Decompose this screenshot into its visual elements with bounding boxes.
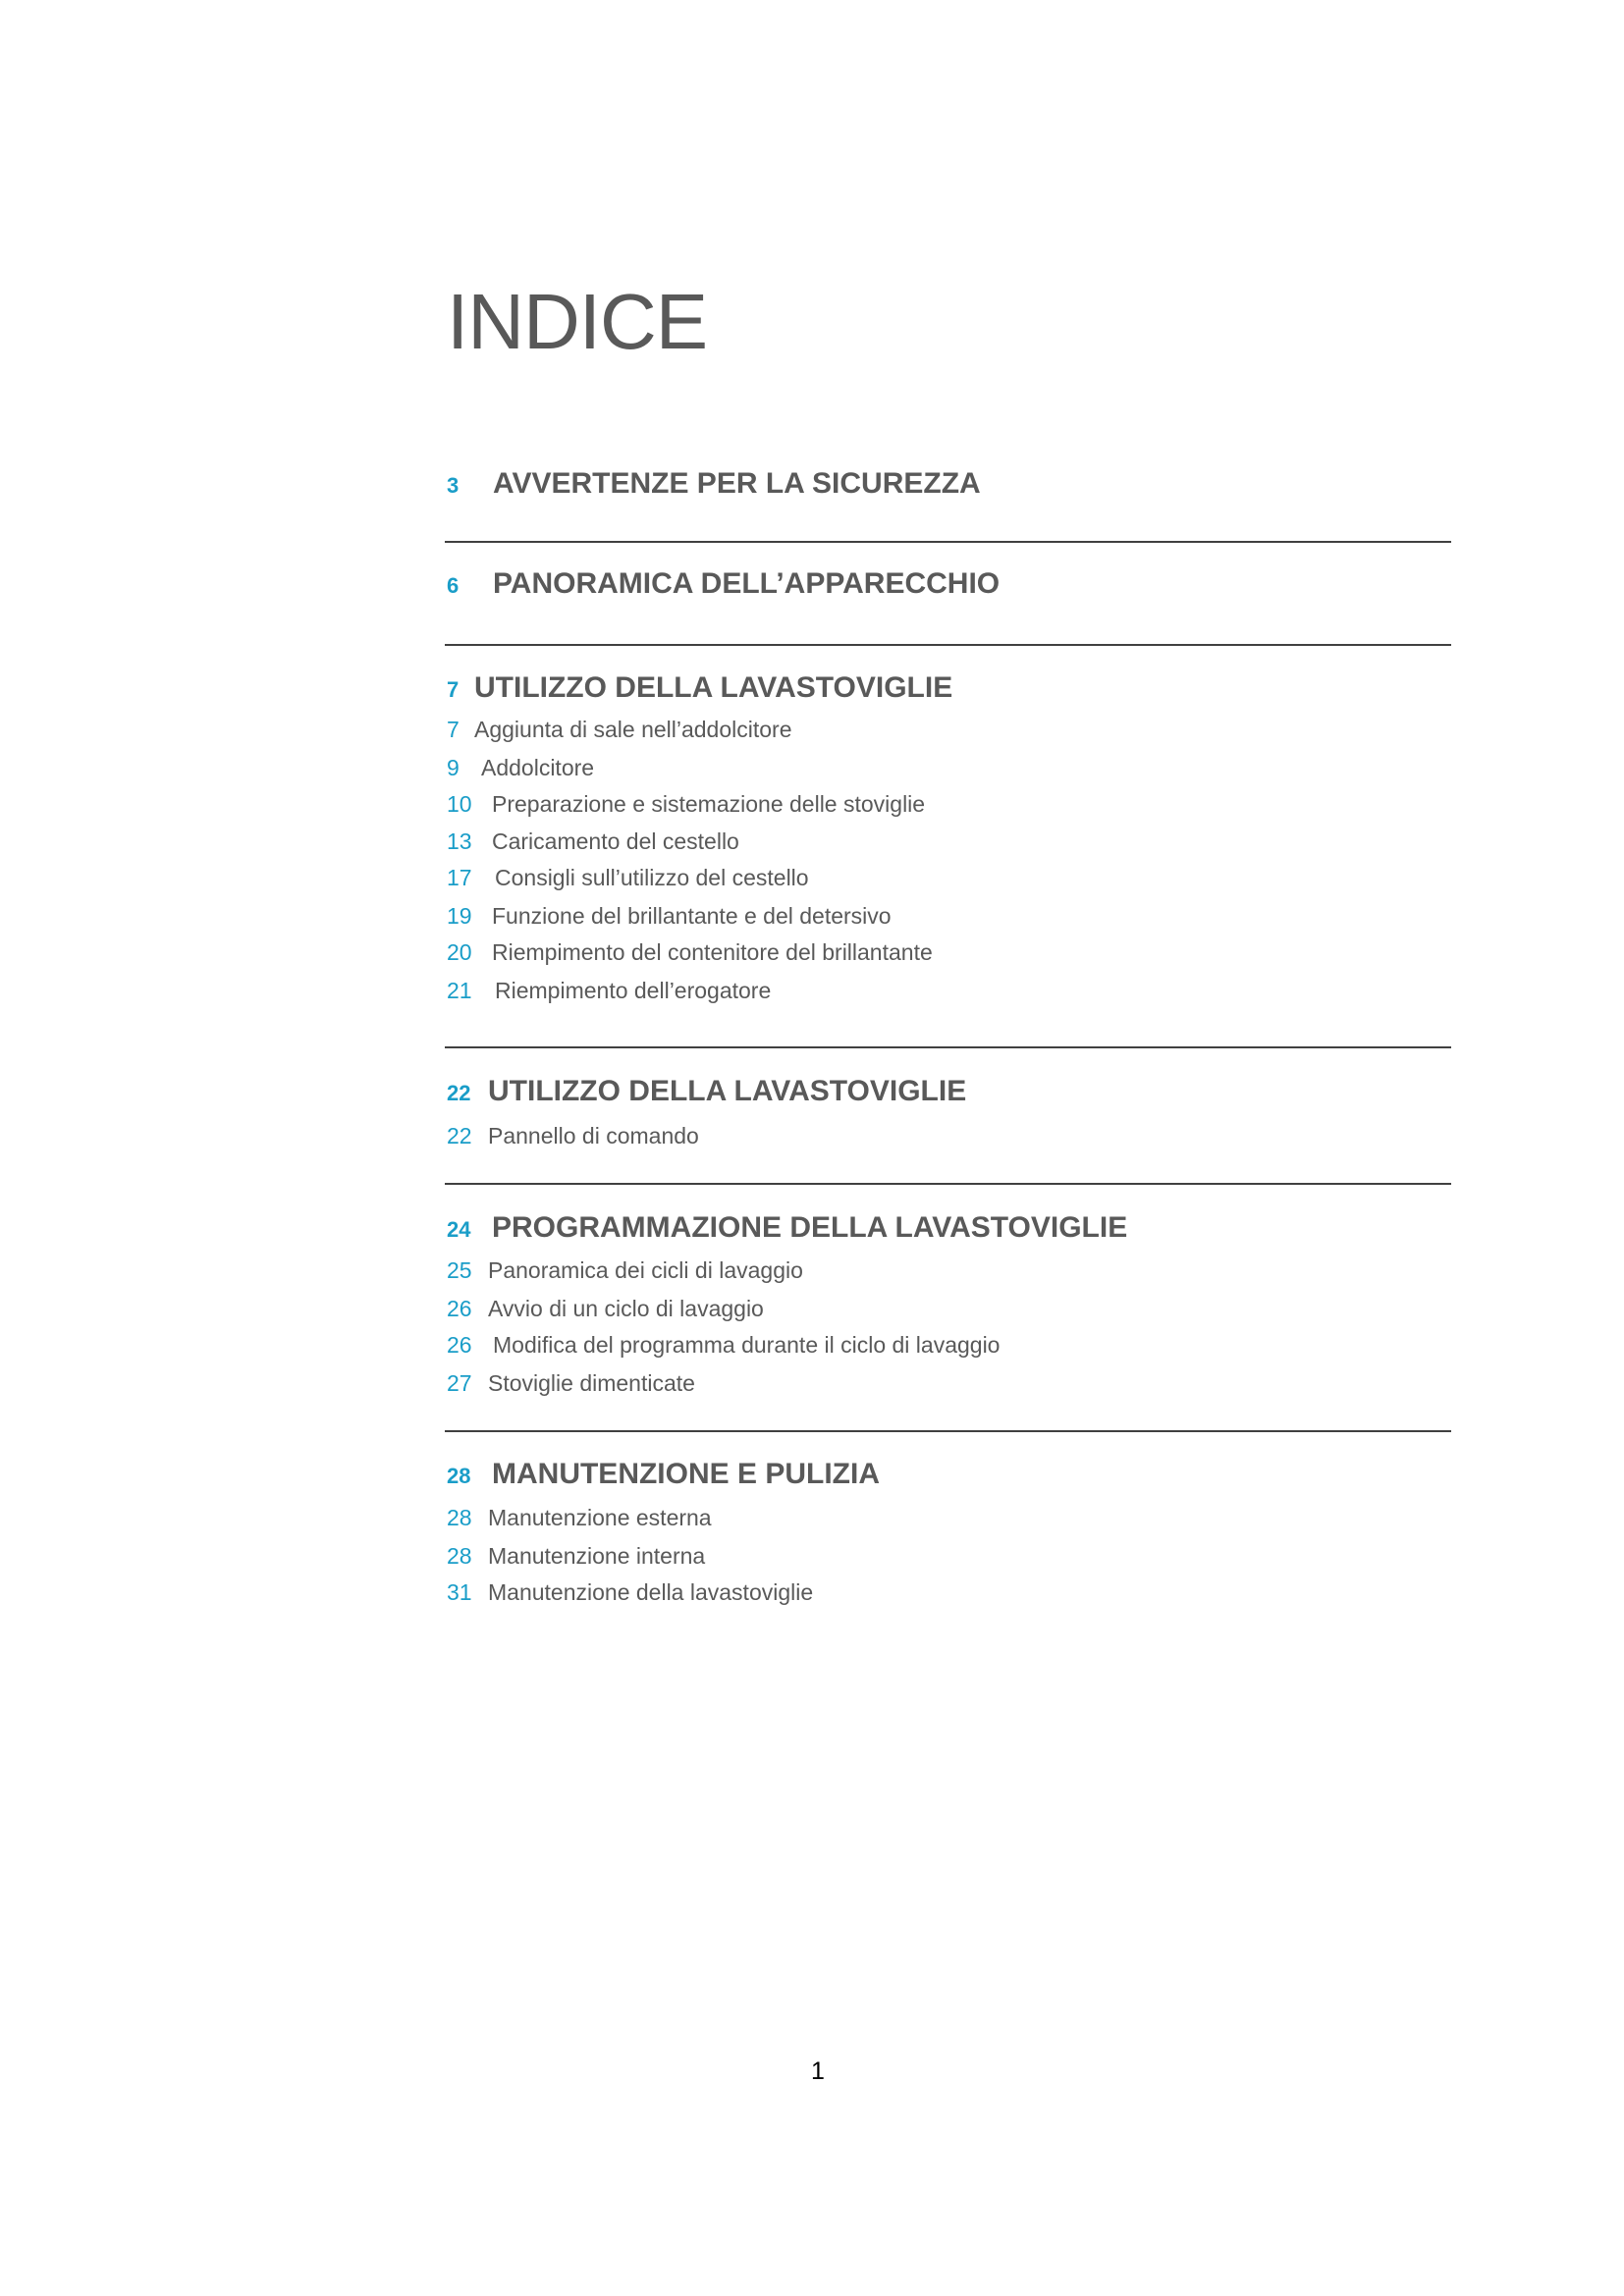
toc-entry-page-number: 27 [447,1370,472,1396]
toc-entry[interactable] [447,830,739,853]
toc-entry[interactable] [447,1372,695,1395]
toc-entry-page-number: 21 [447,978,472,1003]
toc-section-page-number: 7 [447,677,460,702]
page-title: INDICE [447,278,708,365]
toc-entry-title: Funzione del brillantante e del detersivo [492,903,892,929]
toc-entry-title: Modifica del programma durante il ciclo di lavaggio [493,1332,1001,1358]
toc-section-heading[interactable] [447,467,981,501]
toc-section-page-number: 24 [447,1217,471,1242]
toc-section-title: MANUTENZIONE E PULIZIA [492,1458,880,1490]
toc-entry-title: Caricamento del cestello [492,828,739,854]
toc-section-heading[interactable] [447,671,952,705]
toc-entry-title: Avvio di un ciclo di lavaggio [488,1296,764,1321]
toc-section-heading[interactable] [447,567,1000,601]
section-divider [445,644,1451,646]
toc-entry-page-number: 19 [447,903,472,929]
toc-entry-page-number: 28 [447,1505,472,1530]
section-divider [445,541,1451,543]
toc-entry[interactable] [447,1545,705,1568]
toc-entry-page-number: 13 [447,828,472,854]
toc-entry-title: Manutenzione esterna [488,1505,712,1530]
toc-section-page-number: 6 [447,573,460,598]
toc-entry-page-number: 22 [447,1123,472,1148]
toc-entry[interactable] [447,793,925,816]
toc-entry[interactable] [447,1259,803,1282]
toc-section-heading[interactable] [447,1458,880,1491]
toc-entry-page-number: 17 [447,865,472,890]
toc-section-heading[interactable] [447,1075,966,1108]
toc-section-title: UTILIZZO DELLA LAVASTOVIGLIE [474,671,953,704]
toc-entry-page-number: 25 [447,1257,472,1283]
toc-entry[interactable] [447,1507,712,1529]
toc-section-page-number: 22 [447,1081,471,1105]
toc-entry-page-number: 31 [447,1579,472,1605]
section-divider [445,1046,1451,1048]
toc-entry-title: Pannello di comando [488,1123,699,1148]
toc-entry-page-number: 7 [447,717,460,742]
toc-section-page-number: 3 [447,473,460,498]
toc-entry[interactable] [447,980,771,1002]
toc-entry-title: Riempimento del contenitore del brillantante [492,939,933,965]
toc-section-heading[interactable] [447,1211,1127,1245]
toc-entry[interactable] [447,1125,699,1148]
toc-entry[interactable] [447,905,892,928]
toc-entry[interactable] [447,941,933,964]
toc-entry[interactable] [447,1581,813,1604]
toc-section-page-number: 28 [447,1464,471,1488]
toc-entry-page-number: 9 [447,755,460,780]
toc-entry-title: Manutenzione interna [488,1543,706,1569]
section-divider [445,1430,1451,1432]
toc-entry[interactable] [447,867,809,889]
page-number: 1 [811,2057,825,2085]
toc-section-title: UTILIZZO DELLA LAVASTOVIGLIE [488,1075,967,1107]
toc-entry-page-number: 10 [447,791,472,817]
toc-entry[interactable] [447,757,594,779]
toc-entry-page-number: 28 [447,1543,472,1569]
toc-entry[interactable] [447,1334,1000,1357]
toc-entry-page-number: 20 [447,939,472,965]
toc-entry-title: Aggiunta di sale nell’addolcitore [474,717,792,742]
section-divider [445,1183,1451,1185]
toc-entry-title: Panoramica dei cicli di lavaggio [488,1257,803,1283]
toc-entry-title: Addolcitore [481,755,595,780]
toc-entry-title: Manutenzione della lavastoviglie [488,1579,814,1605]
toc-entry-title: Consigli sull’utilizzo del cestello [495,865,809,890]
toc-entry-title: Stoviglie dimenticate [488,1370,695,1396]
toc-section-title: PROGRAMMAZIONE DELLA LAVASTOVIGLIE [492,1211,1128,1244]
toc-section-title: AVVERTENZE PER LA SICUREZZA [493,467,981,500]
toc-entry-page-number: 26 [447,1296,472,1321]
toc-section-title: PANORAMICA DELL’APPARECCHIO [493,567,1001,600]
toc-entry-title: Riempimento dell’erogatore [495,978,772,1003]
toc-entry-page-number: 26 [447,1332,472,1358]
toc-entry-title: Preparazione e sistemazione delle stoviglie [492,791,926,817]
toc-entry[interactable] [447,1298,764,1320]
toc-entry[interactable] [447,719,792,741]
